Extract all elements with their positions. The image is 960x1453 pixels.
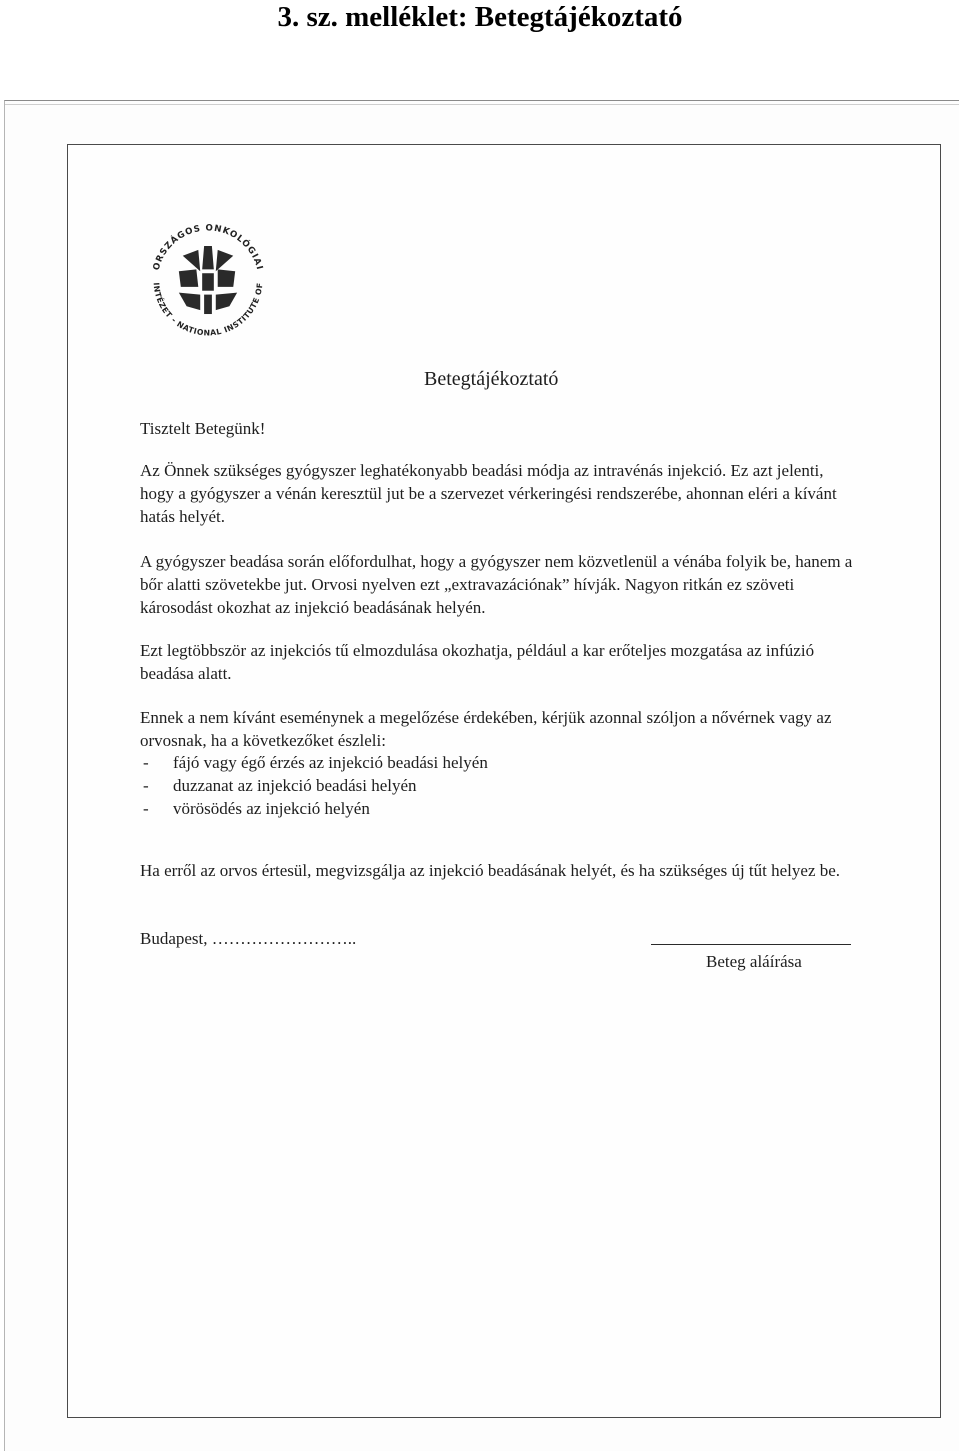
scan-edge-line — [5, 104, 959, 105]
svg-text:ORSZÁGOS ONKOLÓGIAI: ORSZÁGOS ONKOLÓGIAI — [151, 223, 265, 272]
paragraph-intravenous: Az Önnek szükséges gyógyszer leghatékonyabb beadási módja az intravénás injekció. Ez azt jelenti, hogy a gyógyszer a vénán keresztül jut be a szervezet vérkeringési rendszerébe, ahonnan eléri a kívánt hatás helyét. — [140, 461, 837, 526]
bullet-marker: - — [143, 776, 149, 795]
symptom-text: duzzanat az injekció beadási helyén — [173, 776, 417, 795]
scanned-document — [4, 100, 959, 1451]
symptom-list — [140, 751, 488, 820]
symptom-text: fájó vagy égő érzés az injekció beadási helyén — [173, 753, 488, 772]
paragraph-cause: Ezt legtöbbször az injekciós tű elmozdulása okozhatja, például a kar erőteljes mozgatása az infúzió beadása alatt. — [140, 641, 815, 683]
salutation: Tisztelt Betegünk! — [140, 419, 266, 438]
paragraph-closing: Ha erről az orvos értesül, megvizsgálja az injekció beadásának helyét, és ha szükséges új tűt helyez be. — [140, 861, 841, 880]
bullet-marker: - — [143, 799, 149, 818]
place-date-line: Budapest, …………………….. — [140, 929, 357, 948]
paragraph-extravasation: A gyógyszer beadása során előfordulhat, hogy a gyógyszer nem közvetlenül a vénába folyik be, hanem a bőr alatti szövetekbe jut. Orvosi nyelven ezt „extravazációnak” hívják. Nagyon ritkán ez szöveti károsodást okozhat az injekció beadásának helyén. — [140, 552, 853, 617]
institute-seal-logo-icon — [140, 213, 276, 349]
signature-label: Beteg aláírása — [706, 952, 802, 971]
document-heading: Betegtájékoztató — [424, 368, 559, 390]
svg-text:INTÉZET - NATIONAL INSTITUTE O: INTÉZET - NATIONAL INSTITUTE OF — [151, 282, 265, 338]
bullet-marker: - — [143, 753, 149, 772]
document-frame — [67, 144, 941, 1418]
paragraph-prevention: Ennek a nem kívánt eseménynek a megelőzése érdekében, kérjük azonnal szóljon a nővérnek vagy az orvosnak, ha a következőket észleli: — [140, 708, 832, 750]
page-title: 3. sz. melléklet: Betegtájékoztató — [277, 1, 683, 33]
list-item — [140, 774, 488, 797]
list-item — [140, 797, 488, 820]
list-item — [140, 751, 488, 774]
signature-line — [651, 944, 851, 945]
symptom-text: vörösödés az injekció helyén — [173, 799, 370, 818]
